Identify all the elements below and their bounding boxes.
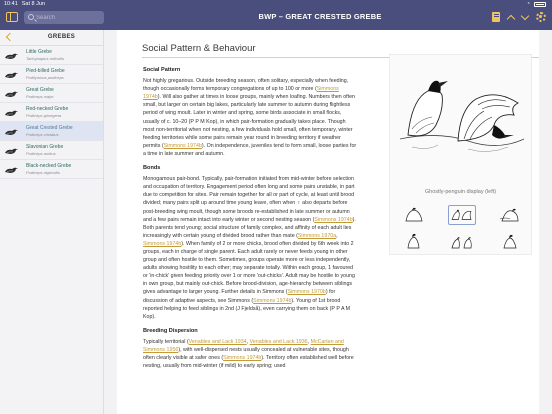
reference-link[interactable]: Venables and Lack 1934 — [188, 338, 247, 345]
sidebar-item[interactable] — [0, 122, 103, 141]
sidebar-title: GREBES — [47, 34, 76, 40]
section-title: Social Pattern & Behaviour — [142, 43, 256, 54]
reference-link[interactable]: Simmons 1974b — [253, 297, 292, 304]
grebe-display-illustration[interactable] — [398, 69, 526, 181]
social-pattern-heading: Social Pattern — [143, 67, 181, 73]
species-name: Slavonian Grebe — [26, 144, 64, 150]
species-name: Great Grebe — [26, 87, 54, 93]
article-page — [117, 30, 539, 414]
status-bar — [4, 1, 45, 7]
reference-link[interactable]: Simmons 1974b — [223, 355, 262, 362]
search-input[interactable] — [36, 12, 102, 23]
paragraph-text: , — [336, 232, 338, 239]
battery-icon — [534, 2, 546, 7]
article-text — [143, 66, 358, 376]
species-scientific-name: Podilymbus podiceps — [26, 75, 64, 80]
paragraph-text: ). When family of 2 or more chicks, brood often divided by 6th week into 2 groups, each in charge of single parent. Each adult rarely or never feeds young in other group and often hostile to them. Sometimes, groups operate more or less independently, adults showing hostility to each other; may separate totally. Within each group, 1 favoured or 'in-chick' given feeding priority over 1 or more 'out-chicks'. Adult may be hostile to young in own group, but mainly out-chick. Before brood-division, age-hierarchy between siblings gives advantage to larger young. Further details in Simmons ( — [143, 240, 355, 296]
main-content — [104, 30, 552, 414]
gear-icon[interactable] — [536, 12, 546, 22]
chevron-down-icon[interactable] — [521, 12, 529, 20]
paragraph-text: Typically territorial ( — [143, 338, 189, 345]
figure-caption: Ghostly-penguin display (left) — [424, 189, 497, 195]
reference-link[interactable]: Simmons 1974b — [143, 86, 339, 101]
paragraph-text: , — [246, 338, 250, 345]
species-name: Little Grebe — [26, 49, 52, 55]
sidebar-toggle-icon[interactable] — [6, 12, 18, 22]
sidebar-item[interactable] — [0, 84, 103, 103]
grebe-icon — [4, 146, 19, 155]
grebe-icon — [4, 108, 19, 117]
species-scientific-name: Podiceps grisegena — [26, 113, 62, 118]
sidebar — [0, 30, 104, 414]
illustration-panel — [389, 54, 532, 255]
sidebar-item[interactable] — [0, 65, 103, 84]
sidebar-item[interactable] — [0, 46, 103, 65]
breeding-dispersion-heading: Breeding Dispersion — [143, 327, 198, 334]
species-name: Black-necked Grebe — [26, 163, 72, 169]
sidebar-item[interactable] — [0, 141, 103, 160]
status-time: 10:41 — [4, 1, 18, 7]
reference-link[interactable]: Venables and Lack 1936 — [249, 338, 308, 345]
paragraph-text: Not highly gregarious. Outside breeding season, often solitary, especially when feeding, though occasionally forms temporary congregations of up to 100 or more ( — [143, 78, 349, 93]
sidebar-item[interactable] — [0, 103, 103, 122]
reference-link[interactable]: Simmons 1974b — [143, 240, 182, 247]
top-bar — [0, 0, 552, 30]
status-date: Sat 8 Jun — [21, 1, 46, 7]
search-icon — [28, 14, 34, 20]
book-icon[interactable] — [492, 12, 500, 22]
toolbar-icons — [492, 12, 546, 22]
bonds-paragraph — [143, 175, 358, 321]
breeding-dispersion-paragraph — [143, 338, 358, 370]
grebe-icon — [4, 51, 19, 60]
bonds-heading: Bonds — [143, 165, 161, 172]
social-pattern-paragraph — [143, 77, 358, 158]
grebe-icon — [4, 165, 19, 174]
reference-link[interactable]: Simmons 1970a — [297, 232, 337, 239]
grebe-icon — [4, 127, 19, 136]
species-name: Pied-billed Grebe — [26, 68, 65, 74]
paragraph-text: ). Territory often established well before nesting, usually from mid-winter (if mild) to early spring; used — [143, 355, 354, 370]
sidebar-item[interactable] — [0, 160, 103, 179]
thumbnail[interactable] — [448, 231, 476, 251]
species-scientific-name: Podiceps auritus — [26, 151, 56, 156]
paragraph-text: ). On independence, juveniles tend to form small, loose parties for a time in late summer and autumn. — [143, 142, 357, 157]
chevron-left-icon[interactable] — [6, 33, 14, 41]
thumbnail[interactable] — [400, 205, 428, 225]
paragraph-text: ) for discussion of adaptive aspects, see Simmons ( — [143, 289, 336, 304]
page-title: BWP – GREAT CRESTED GREBE — [258, 12, 382, 21]
paragraph-text: ). Will also gather at times in loose groups, mainly when loafing. Numbers then often small, but larger on certain big lakes, particularly late summer to autumn during flightless period of wing moult. Later in winter and spring, some birds associate in small flocks, usually of c. 10–20 (P P M Kop), in which pair-formation gradually takes place. Though most non-territorial when not nesting, a few individuals hold small, often temporary, winter feeding territories while some pairs remain year round in breeding territory if weather permits ( — [143, 94, 355, 149]
paragraph-text: , — [307, 338, 311, 345]
species-name: Red-necked Grebe — [26, 106, 69, 112]
reference-link[interactable]: McCartan and Simmons 1956 — [143, 338, 344, 353]
reference-link[interactable]: Simmons 1974b — [314, 216, 353, 223]
thumbnail-selected[interactable] — [448, 205, 476, 225]
thumbnail[interactable] — [496, 231, 524, 251]
species-scientific-name: Podiceps major — [26, 94, 54, 99]
paragraph-text: ). Young of 1st brood reported helping to feed siblings in 2nd (J Fjeldså), even carrying them on back (P P A M Kop). — [143, 297, 351, 320]
chevron-up-icon[interactable] — [507, 14, 515, 22]
species-scientific-name: Podiceps cristatus — [26, 132, 59, 137]
paragraph-text: Monogamous pair-bond. Typically, pair-formation initiated from mid-winter before selection and occupation of territory. Engagement period often long and some pairs unstable, in part due to competition for sites. Pair remain together for all or part of cycle, at least until brood divided; many pairs split up around time young leave, often when ♀ also departs before post-breeding wing moult, though some broods re-established in late summer or autumn and a few pairs remain intact into early winter or second nesting season ( — [143, 176, 355, 223]
species-scientific-name: Tachybaptus ruficollis — [26, 56, 65, 61]
thumbnail[interactable] — [400, 231, 428, 251]
search-box[interactable] — [24, 11, 104, 24]
species-list — [0, 46, 103, 179]
reference-link[interactable]: Simmons 1970b — [287, 289, 326, 296]
status-indicators — [527, 1, 546, 7]
paragraph-text: ), with well-dispersed nests usually concealed at vulnerable sites, though often clearly visible at safer ones ( — [143, 347, 349, 362]
thumbnail-strip — [396, 203, 527, 253]
species-name: Great Crested Grebe — [26, 125, 73, 131]
wifi-icon: ◔ — [526, 1, 530, 7]
thumbnail[interactable] — [496, 205, 524, 225]
sidebar-header — [0, 30, 103, 46]
species-scientific-name: Podiceps nigricollis — [26, 170, 61, 175]
grebe-icon — [4, 70, 19, 79]
grebe-icon — [4, 89, 19, 98]
paragraph-text: ). Both parents tend young; social structure of family complex, and affinity of each adult lies increasingly with certain young of divided brood rather than mate ( — [143, 216, 356, 239]
reference-link[interactable]: Simmons 1974b — [163, 142, 202, 149]
